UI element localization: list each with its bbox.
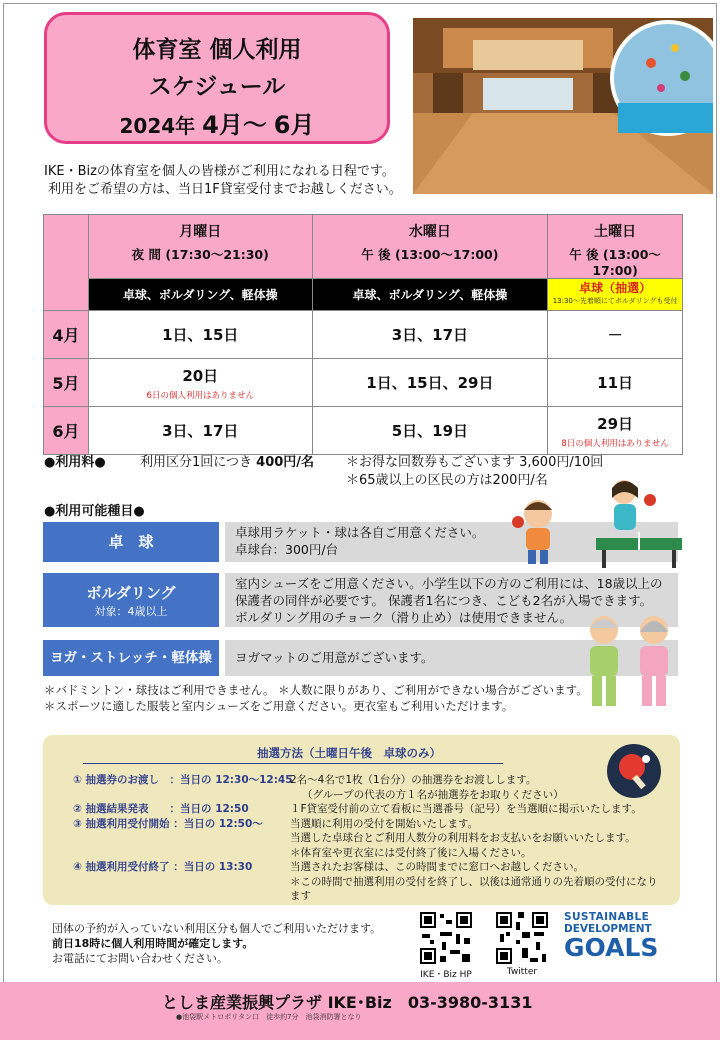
fee-extra-1: ＊お得な回数券もございます 3,600円/10回 [346,455,604,470]
sdg-line3: GOALS [564,933,659,962]
group-info-line3: お電話にてお問い合わせください。 [52,952,228,965]
notes [44,682,588,714]
lottery-step: ④ 抽選利用受付終了 ：当日の 13:30 当選されたお客様は、この時間までに窓口へお越しください。 [73,861,584,873]
month-may: 5月 [44,359,89,407]
ping-pong-icon [606,743,662,799]
april-mon: 1日、15日 [88,311,312,359]
lottery-step: ③ 抽選利用受付開始 ：当日の 12:50～ 当選順に利用の受付を開始いたします。 [73,817,479,830]
month-april: 4月 [44,311,89,359]
sport-desc-bouldering: 室内シューズをご用意ください。小学生以下の方のご利用には、18歳以上の 保護者の同伴が必要です。 保護者1名につき、こども2名が入場できます。 ボルダリング用のチョーク（滑り止め）は使用できません。 [225,573,678,627]
intro-text [44,163,402,199]
group-info-line2: 前日18時に個人利用時間が確定します。 [52,937,254,950]
fee-desc: 利用区分1回につき 400円/名 [140,455,315,470]
sport-name-yoga: ヨガ・ストレッチ・軽体操 [43,640,219,676]
june-mon: 3日、17日 [88,407,312,455]
lottery-step: ＊この時間で抽選利用の受付を終了し、以後は通常通りの先着順の受付になります [290,875,658,902]
title-line2: スケジュール [148,74,286,100]
bouldering-age: 対象：4歳以上 [94,605,168,618]
intro-line1: IKE・Bizの体育室を個人の皆様がご利用になれる日程です。 [44,164,395,179]
lottery-step: （グループの代表の方１名が抽選券をお取りください） [302,788,564,801]
april-sat: － [548,311,683,359]
period-end: 6月 [273,111,315,139]
activity-sat-note: 13:30～先着順にてボルダリングも受付 [552,296,678,305]
footer-contact: としま産業振興プラザ IKE･Biz 03-3980-3131 [162,993,533,1012]
lottery-step: 当選した卓球台とご利用人数分の利用料をお支払いをお願いいたします。 [290,832,636,844]
title-period [47,105,387,140]
group-info-line1: 団体の予約が入っていない利用区分も個人でご利用いただけます。 [52,922,382,935]
qr-code-hp-icon[interactable] [418,910,474,966]
may-mon-note: 6日の個人利用はありません [146,390,254,401]
lottery-title-rule [83,763,503,764]
lottery-step: ＊体育室や更衣室には受付終了後に入場ください。 [290,846,532,859]
qr-code-twitter-icon[interactable] [494,910,550,966]
may-mon [88,359,312,407]
intro-line2: 利用をご希望の方は、当日1F貸室受付までお越しください。 [48,182,402,197]
activity-sat-label: 卓球（抽選） [579,280,652,295]
may-wed: 1日、15日、29日 [312,359,548,407]
lottery-steps [73,773,660,904]
fee-section [44,454,348,472]
april-wed: 3日、17日 [312,311,548,359]
fee-price: 400円/名 [256,455,315,470]
may-mon-dates: 20日 [182,366,219,385]
schedule-table [43,214,683,455]
note-line1: ＊バドミントン・球技はご利用できません。 ＊人数に限りがあり、ご利用ができない場合がございます。 [44,683,588,697]
lottery-step: ① 抽選券のお渡し ：当日の 12:30～12:45 2名～4名で1枚（1台分）の抽選券をお渡しします。 [73,774,537,786]
sport-desc-table-tennis: 卓球用ラケット・球は各自ご用意ください。 卓球台：300円/台 [225,522,678,562]
period-year: 2024年 [119,114,196,138]
note-line2: ＊スポーツに適した服装と室内シューズをご用意ください。更衣室もご利用いただけます。 [44,699,514,713]
gym-photo [413,18,713,194]
lottery-title: 抽選方法（土曜日午後 卓球のみ） [257,746,441,760]
elderly-couple-illustration [574,610,684,710]
june-sat-dates: 29日 [597,414,634,433]
qr-hp-label: IKE・Biz HP [420,970,472,980]
sdg-logo [564,911,682,960]
fee-label: ●利用料● [44,455,106,470]
day-header-mon: 月曜日 夜 間 (17:30～21:30) [88,215,312,279]
boy-ping-pong-illustration [512,496,564,568]
june-wed: 5日、19日 [312,407,548,455]
sdg-line2: DEVELOPMENT [564,923,652,935]
sport-name-table-tennis: 卓 球 [43,522,219,562]
lottery-step: ② 抽選結果発表 ：当日の 12:50 １F貸室受付前の立て看板に当選番号（記号）を当選順に掲示いたします。 [73,803,642,815]
footer [0,982,720,1040]
activity-mon: 卓球、ボルダリング、軽体操 [88,279,312,311]
june-sat-note: 8日の個人利用はありません [561,438,669,449]
sdg-line1: SUSTAINABLE [564,911,650,923]
sport-desc-yoga: ヨガマットのご用意がございます。 [225,640,678,676]
types-header: ●利用可能種目● [44,504,145,519]
sport-name-bouldering: ボルダリング 対象：4歳以上 [43,573,219,627]
fee-extra-2: ＊65歳以上の区民の方は200円/名 [346,473,548,488]
table-corner [44,215,89,311]
girl-ping-pong-table-illustration [594,476,684,572]
june-sat [548,407,683,455]
fee-extras [346,454,603,490]
title-line1: 体育室 個人利用 [132,37,302,63]
month-june: 6月 [44,407,89,455]
period-start: 4月～ [202,111,267,139]
lottery-box [43,735,680,905]
title-box [44,12,390,144]
activity-sat [548,279,683,311]
footer-address: ●池袋駅メトロポリタン口 徒歩約7分 池袋消防署となり [176,1013,362,1021]
day-header-sat: 土曜日 午 後 (13:00～17:00) [548,215,683,279]
activity-wed: 卓球、ボルダリング、軽体操 [312,279,548,311]
qr-twitter-label: Twitter [506,967,538,977]
day-header-wed: 水曜日 午 後 (13:00～17:00) [312,215,548,279]
group-info [52,921,381,966]
may-sat: 11日 [548,359,683,407]
